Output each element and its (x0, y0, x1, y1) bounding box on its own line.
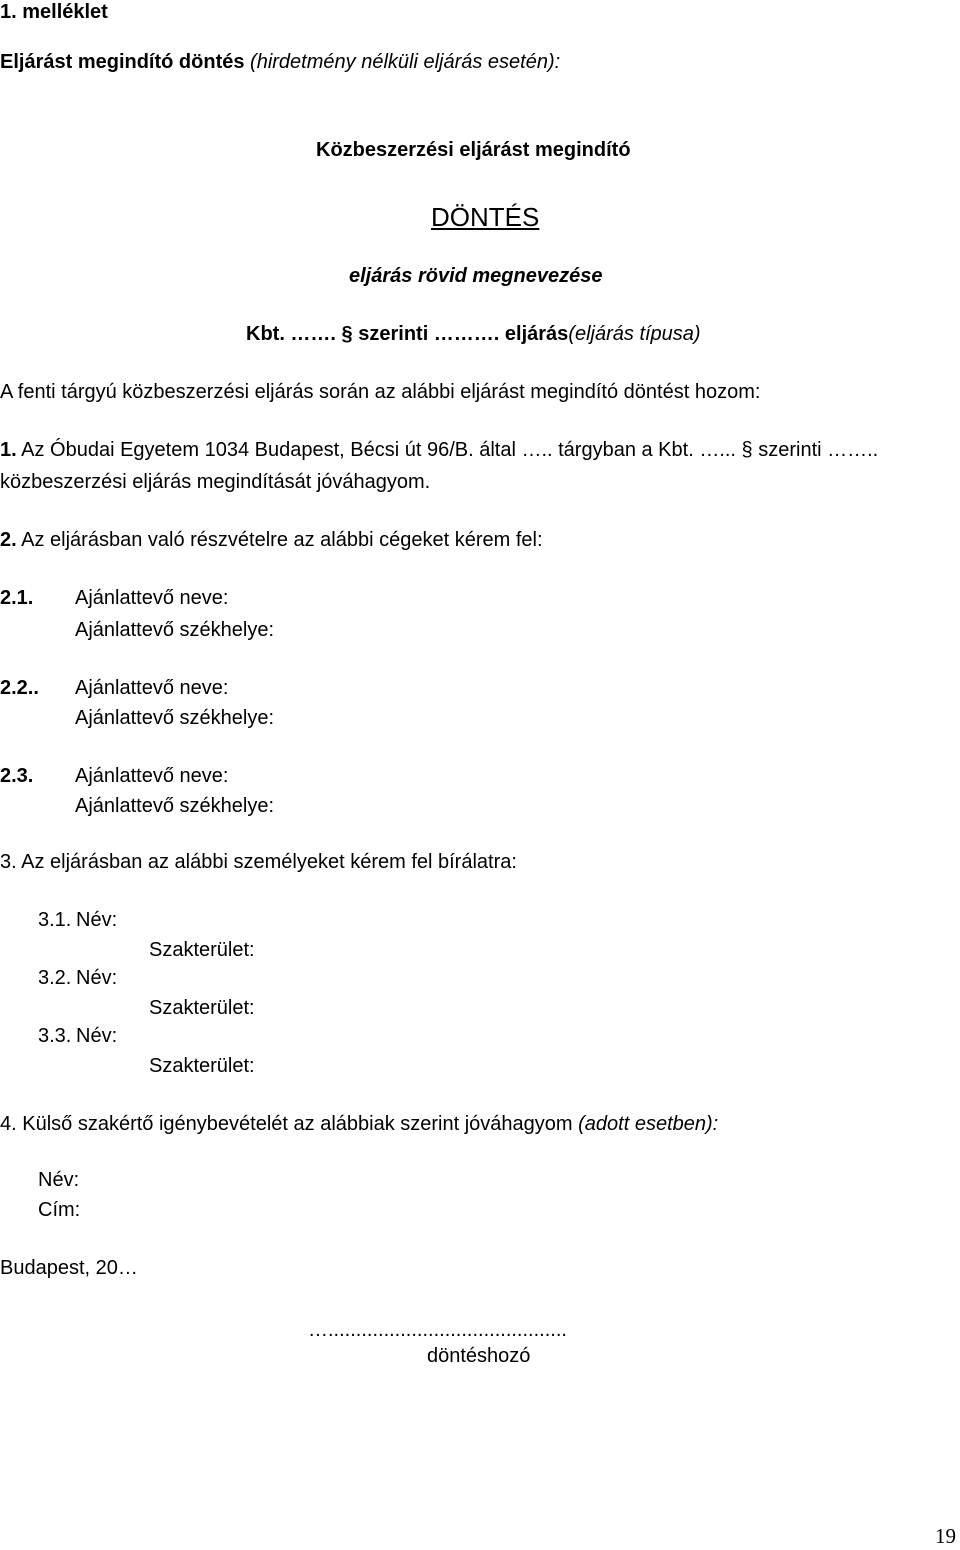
kbt-line (246, 322, 701, 346)
reviewer-number: 3.2. (38, 967, 72, 989)
bidder-number: 2.3. (0, 765, 34, 787)
point-1-line-2: közbeszerzési eljárás megindítását jóváhagyom. (0, 471, 431, 493)
annex-label: 1. melléklet (0, 1, 108, 23)
subtitle: Közbeszerzési eljárást megindító (316, 139, 631, 161)
reviewer-field-label: Szakterület: (149, 1055, 255, 1077)
signer-label: döntéshozó (427, 1345, 531, 1367)
point-2-number: 2. (0, 529, 17, 551)
bidder-number: 2.1. (0, 587, 34, 609)
expert-name-label: Név: (38, 1169, 80, 1191)
heading-bold: Eljárást megindító döntés (0, 51, 245, 73)
bidder-name-label: Ajánlattevő neve: (75, 765, 229, 787)
bidder-number: 2.2.. (0, 677, 39, 699)
point-3-text: Az eljárásban az alábbi személyeket kérem fel bírálatra: (21, 851, 517, 873)
reviewer-name-label: Név: (76, 1025, 118, 1047)
heading-italic: (hirdetmény nélküli eljárás esetén): (250, 51, 561, 73)
reviewer-number: 3.1. (38, 909, 72, 931)
kbt-line-italic: (eljárás típusa) (568, 323, 701, 345)
intro-text: A fenti tárgyú közbeszerzési eljárás során az alábbi eljárást megindító döntést hozom: (0, 381, 761, 403)
point-1-line-1 (0, 438, 878, 462)
kbt-line-bold: Kbt. ……. § szerinti ………. eljárás (246, 323, 569, 345)
point-4-italic: (adott esetben): (578, 1113, 719, 1135)
signature-line: …........................................... (308, 1319, 567, 1341)
bidder-seat-label: Ajánlattevő székhelye: (75, 619, 275, 641)
point-4 (0, 1112, 718, 1136)
point-2 (0, 528, 543, 552)
heading (0, 50, 560, 74)
bidder-name-label: Ajánlattevő neve: (75, 677, 229, 699)
place-date: Budapest, 20… (0, 1257, 138, 1279)
bidder-seat-label: Ajánlattevő székhelye: (75, 795, 275, 817)
point-3-number: 3. (0, 851, 17, 873)
reviewer-field-label: Szakterület: (149, 997, 255, 1019)
bidder-name-label: Ajánlattevő neve: (75, 587, 229, 609)
bidder-seat-label: Ajánlattevő székhelye: (75, 707, 275, 729)
reviewer-name-label: Név: (76, 967, 118, 989)
point-3 (0, 850, 517, 874)
page-title: DÖNTÉS (431, 202, 540, 232)
point-1-text-a: Az Óbudai Egyetem 1034 Budapest, Bécsi út 96/B. által ….. tárgyban a Kbt. …... § szerinti …….. (16, 439, 879, 461)
expert-address-label: Cím: (38, 1199, 81, 1221)
point-4-number: 4. (0, 1113, 17, 1135)
procedure-short-name: eljárás rövid megnevezése (349, 265, 603, 287)
point-2-text: Az eljárásban való részvételre az alábbi cégeket kérem fel: (16, 529, 543, 551)
page-number: 19 (935, 1524, 956, 1548)
point-1-number: 1. (0, 439, 17, 461)
reviewer-name-label: Név: (76, 909, 118, 931)
reviewer-field-label: Szakterület: (149, 939, 255, 961)
reviewer-number: 3.3. (38, 1025, 72, 1047)
point-4-text: Külső szakértő igénybevételét az alábbiak szerint jóváhagyom (22, 1113, 573, 1135)
